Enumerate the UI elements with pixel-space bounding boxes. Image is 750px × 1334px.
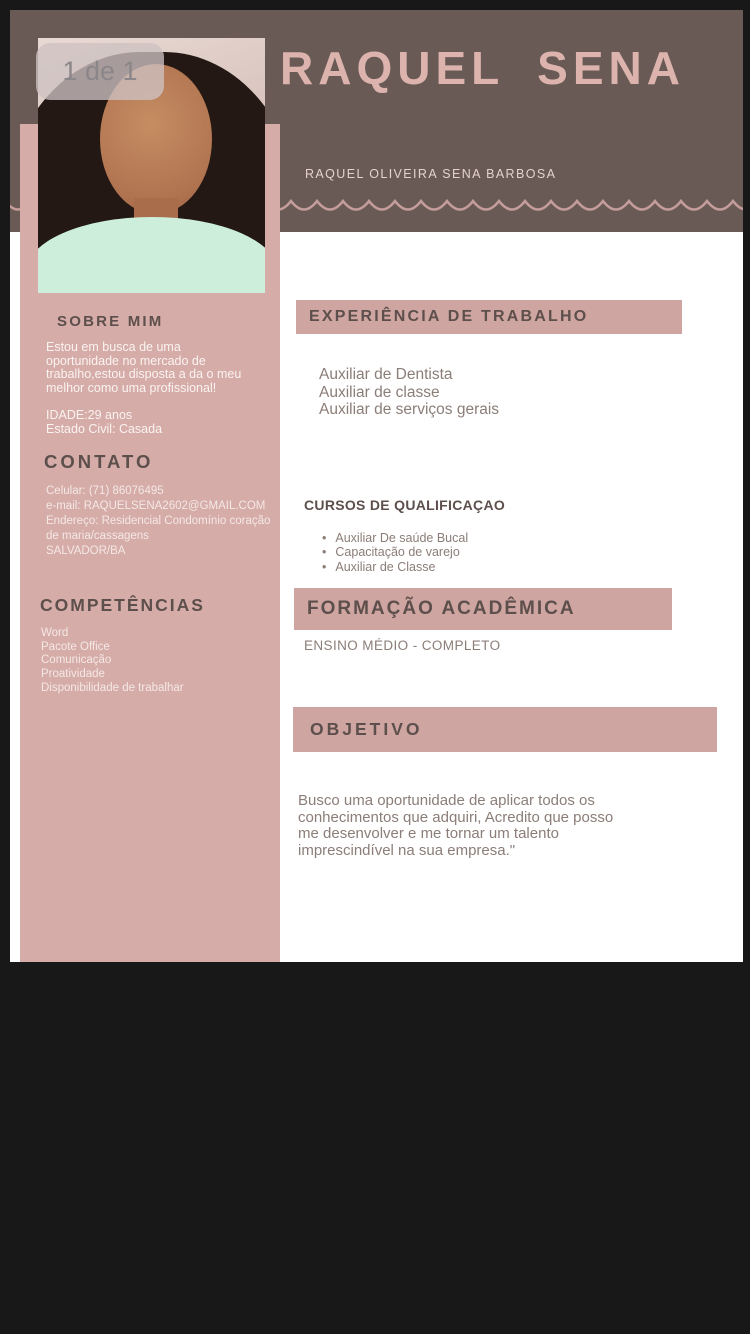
resume-full-name: RAQUEL OLIVEIRA SENA BARBOSA <box>305 167 557 181</box>
about-text <box>46 341 241 395</box>
experience-item: Auxiliar de classe <box>319 383 440 401</box>
document-page[interactable] <box>10 10 743 962</box>
contact-section-title: CONTATO <box>44 451 154 472</box>
experience-section-banner: EXPERIÊNCIA DE TRABALHO <box>296 300 682 334</box>
page-count-label: 1 de 1 <box>62 56 138 86</box>
experience-item: Auxiliar de serviços gerais <box>319 401 500 419</box>
about-text-line: trabalho,estou disposta a da o meu <box>46 367 242 382</box>
courses-list <box>322 531 468 574</box>
courses-section-title: CURSOS DE QUALIFICAÇAO <box>304 497 506 513</box>
skills-section-title: COMPETÊNCIAS <box>40 595 205 615</box>
skill-item: Comunicação <box>41 654 112 667</box>
contact-line: e-mail: RAQUELSENA2602@GMAIL.COM <box>46 500 266 512</box>
skill-item: Word <box>41 627 69 639</box>
course-item: • Capacitação de varejo <box>322 545 468 559</box>
education-detail: ENSINO MÉDIO - COMPLETO <box>304 638 501 653</box>
personal-info <box>46 409 162 436</box>
about-text-line: oportunidade no mercado de <box>46 353 206 368</box>
contact-line: Endereço: Residencial Condomínio coração <box>46 515 271 527</box>
objective-text-line: me desenvolver e me tornar um talento <box>298 825 559 842</box>
skills-list <box>41 627 184 696</box>
skill-item: Disponibilidade de trabalhar <box>41 681 184 694</box>
objective-text-line: Busco uma oportunidade de aplicar todos os <box>298 792 595 809</box>
personal-info-line: Estado Civil: Casada <box>46 421 163 436</box>
course-item: • Auxiliar de Classe <box>322 560 468 574</box>
experience-item: Auxiliar de Dentista <box>319 366 453 383</box>
contact-line: SALVADOR/BA <box>46 545 126 557</box>
resume-name-title: RAQUEL SENA <box>280 42 685 94</box>
objective-text-line: imprescindível na sua empresa." <box>298 841 516 859</box>
contact-details <box>46 484 270 559</box>
about-text-line: Estou em busca de uma <box>46 340 181 354</box>
page-count-badge <box>36 43 164 100</box>
photo-shirt-shape <box>38 217 265 293</box>
skill-item: Proatividade <box>41 668 105 681</box>
contact-line: de maria/cassagens <box>46 530 149 542</box>
course-item: • Auxiliar De saúde Bucal <box>322 531 468 545</box>
objective-text-line: conhecimentos que adquiri, Acredito que posso <box>298 808 614 826</box>
objective-section-banner: OBJETIVO <box>293 707 717 752</box>
objective-text <box>298 793 613 859</box>
about-section-title: SOBRE MIM <box>57 313 164 330</box>
education-section-banner: FORMAÇÃO ACADÊMICA <box>294 588 672 630</box>
about-text-line: melhor como uma profissional! <box>46 380 217 395</box>
experience-list <box>319 366 499 419</box>
personal-info-line: IDADE:29 anos <box>46 408 133 422</box>
skill-item: Pacote Office <box>41 640 110 653</box>
contact-line: Celular: (71) 86076495 <box>46 485 164 497</box>
